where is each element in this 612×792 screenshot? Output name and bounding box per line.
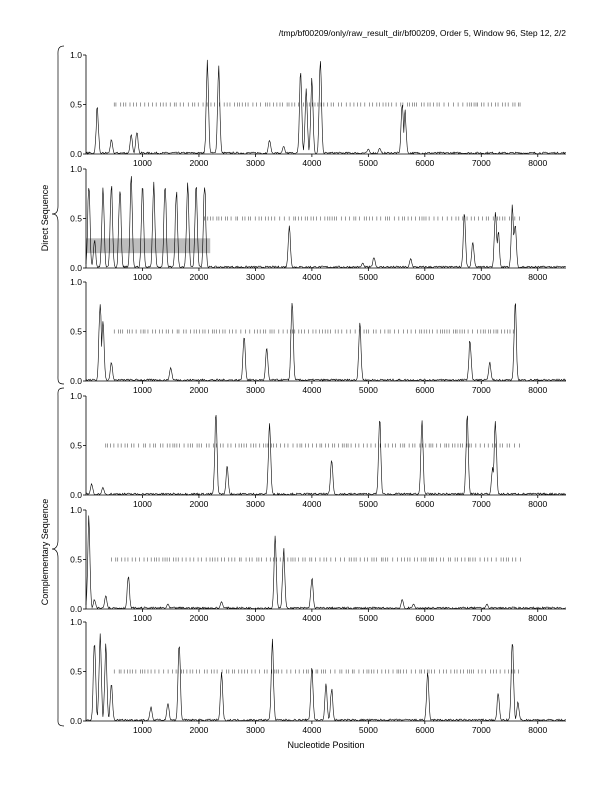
x-tick-label: 3000 <box>245 385 265 395</box>
y-tick-label: 0.0 <box>70 376 82 386</box>
chart-title: /tmp/bf00209/only/raw_result_dir/bf00209, Order 5, Window 96, Step 12, 2/2 <box>278 28 566 38</box>
panel-6 <box>70 617 566 735</box>
x-tick-label: 5000 <box>358 385 378 395</box>
x-tick-label: 3000 <box>245 613 265 623</box>
y-tick-label: 0.5 <box>70 213 82 224</box>
signal-line <box>86 415 566 495</box>
group-label-direct: Direct Sequence <box>40 184 50 252</box>
x-tick-label: 5000 <box>358 272 378 282</box>
x-tick-label: 4000 <box>302 613 322 623</box>
panel-4 <box>70 391 566 509</box>
x-tick-label: 4000 <box>302 725 322 735</box>
x-tick-label: 1000 <box>133 272 152 282</box>
panel-5 <box>70 505 566 623</box>
signal-line <box>86 516 566 610</box>
x-tick-label: 7000 <box>471 613 491 623</box>
codon-marks <box>106 444 520 448</box>
x-tick-label: 6000 <box>415 613 435 623</box>
x-tick-label: 2000 <box>189 499 209 509</box>
x-tick-label: 7000 <box>471 385 491 395</box>
x-tick-label: 3000 <box>245 158 265 168</box>
y-tick-label: 0.5 <box>70 440 82 451</box>
codon-marks <box>114 330 513 334</box>
brace-complementary <box>52 388 64 726</box>
x-tick-label: 7000 <box>471 499 491 509</box>
y-tick-label: 1.0 <box>70 617 82 627</box>
y-tick-label: 0.0 <box>70 263 82 273</box>
x-tick-label: 1000 <box>133 499 152 509</box>
x-tick-label: 3000 <box>245 272 265 282</box>
panel-3 <box>70 277 566 395</box>
y-tick-label: 1.0 <box>70 164 82 174</box>
panels-group <box>70 50 566 735</box>
x-axis-label: Nucleotide Position <box>287 740 365 750</box>
x-tick-label: 2000 <box>189 725 209 735</box>
axis-frame <box>86 622 566 721</box>
y-tick-label: 1.0 <box>70 277 82 287</box>
x-tick-label: 4000 <box>302 158 322 168</box>
codon-marks <box>114 103 520 107</box>
x-tick-label: 7000 <box>471 158 491 168</box>
x-tick-label: 1000 <box>133 613 152 623</box>
x-tick-label: 6000 <box>415 385 435 395</box>
x-tick-label: 4000 <box>302 272 322 282</box>
y-tick-label: 0.5 <box>70 326 82 337</box>
y-tick-label: 0.0 <box>70 604 82 614</box>
x-tick-label: 8000 <box>528 385 548 395</box>
x-tick-label: 1000 <box>133 158 152 168</box>
signal-line <box>86 176 566 268</box>
x-tick-label: 2000 <box>189 272 209 282</box>
x-tick-label: 7000 <box>471 725 491 735</box>
x-tick-label: 8000 <box>528 725 548 735</box>
x-tick-label: 5000 <box>358 725 378 735</box>
x-tick-label: 2000 <box>189 385 209 395</box>
x-tick-label: 8000 <box>528 499 548 509</box>
y-tick-label: 0.5 <box>70 554 82 565</box>
x-tick-label: 1000 <box>133 385 152 395</box>
x-tick-label: 2000 <box>189 158 209 168</box>
signal-line <box>86 60 566 154</box>
x-tick-label: 6000 <box>415 272 435 282</box>
x-tick-label: 4000 <box>302 385 322 395</box>
codon-marks <box>205 217 520 221</box>
signal-line <box>86 303 566 381</box>
x-tick-label: 5000 <box>358 158 378 168</box>
codon-marks <box>111 558 520 562</box>
x-tick-label: 8000 <box>528 158 548 168</box>
axis-frame <box>86 510 566 609</box>
y-tick-label: 0.5 <box>70 666 82 677</box>
x-tick-label: 2000 <box>189 613 209 623</box>
axis-frame <box>86 396 566 495</box>
x-tick-label: 5000 <box>358 499 378 509</box>
y-tick-label: 1.0 <box>70 505 82 515</box>
panel-2 <box>70 164 566 282</box>
brace-direct <box>52 46 64 384</box>
x-tick-label: 3000 <box>245 725 265 735</box>
y-tick-label: 0.0 <box>70 490 82 500</box>
x-tick-label: 6000 <box>415 158 435 168</box>
y-tick-label: 1.0 <box>70 50 82 60</box>
x-tick-label: 8000 <box>528 613 548 623</box>
codon-marks <box>114 670 518 674</box>
x-tick-label: 6000 <box>415 499 435 509</box>
signal-line <box>86 634 566 722</box>
x-tick-label: 6000 <box>415 725 435 735</box>
x-tick-label: 8000 <box>528 272 548 282</box>
x-tick-label: 1000 <box>133 725 152 735</box>
x-tick-label: 4000 <box>302 499 322 509</box>
x-tick-label: 7000 <box>471 272 491 282</box>
x-tick-label: 5000 <box>358 613 378 623</box>
x-tick-label: 3000 <box>245 499 265 509</box>
y-tick-label: 0.0 <box>70 149 82 159</box>
group-label-complementary: Complementary Sequence <box>40 498 50 606</box>
y-tick-label: 0.5 <box>70 99 82 110</box>
axis-frame <box>86 55 566 154</box>
panel-1 <box>70 50 566 168</box>
y-tick-label: 1.0 <box>70 391 82 401</box>
y-tick-label: 0.0 <box>70 716 82 726</box>
